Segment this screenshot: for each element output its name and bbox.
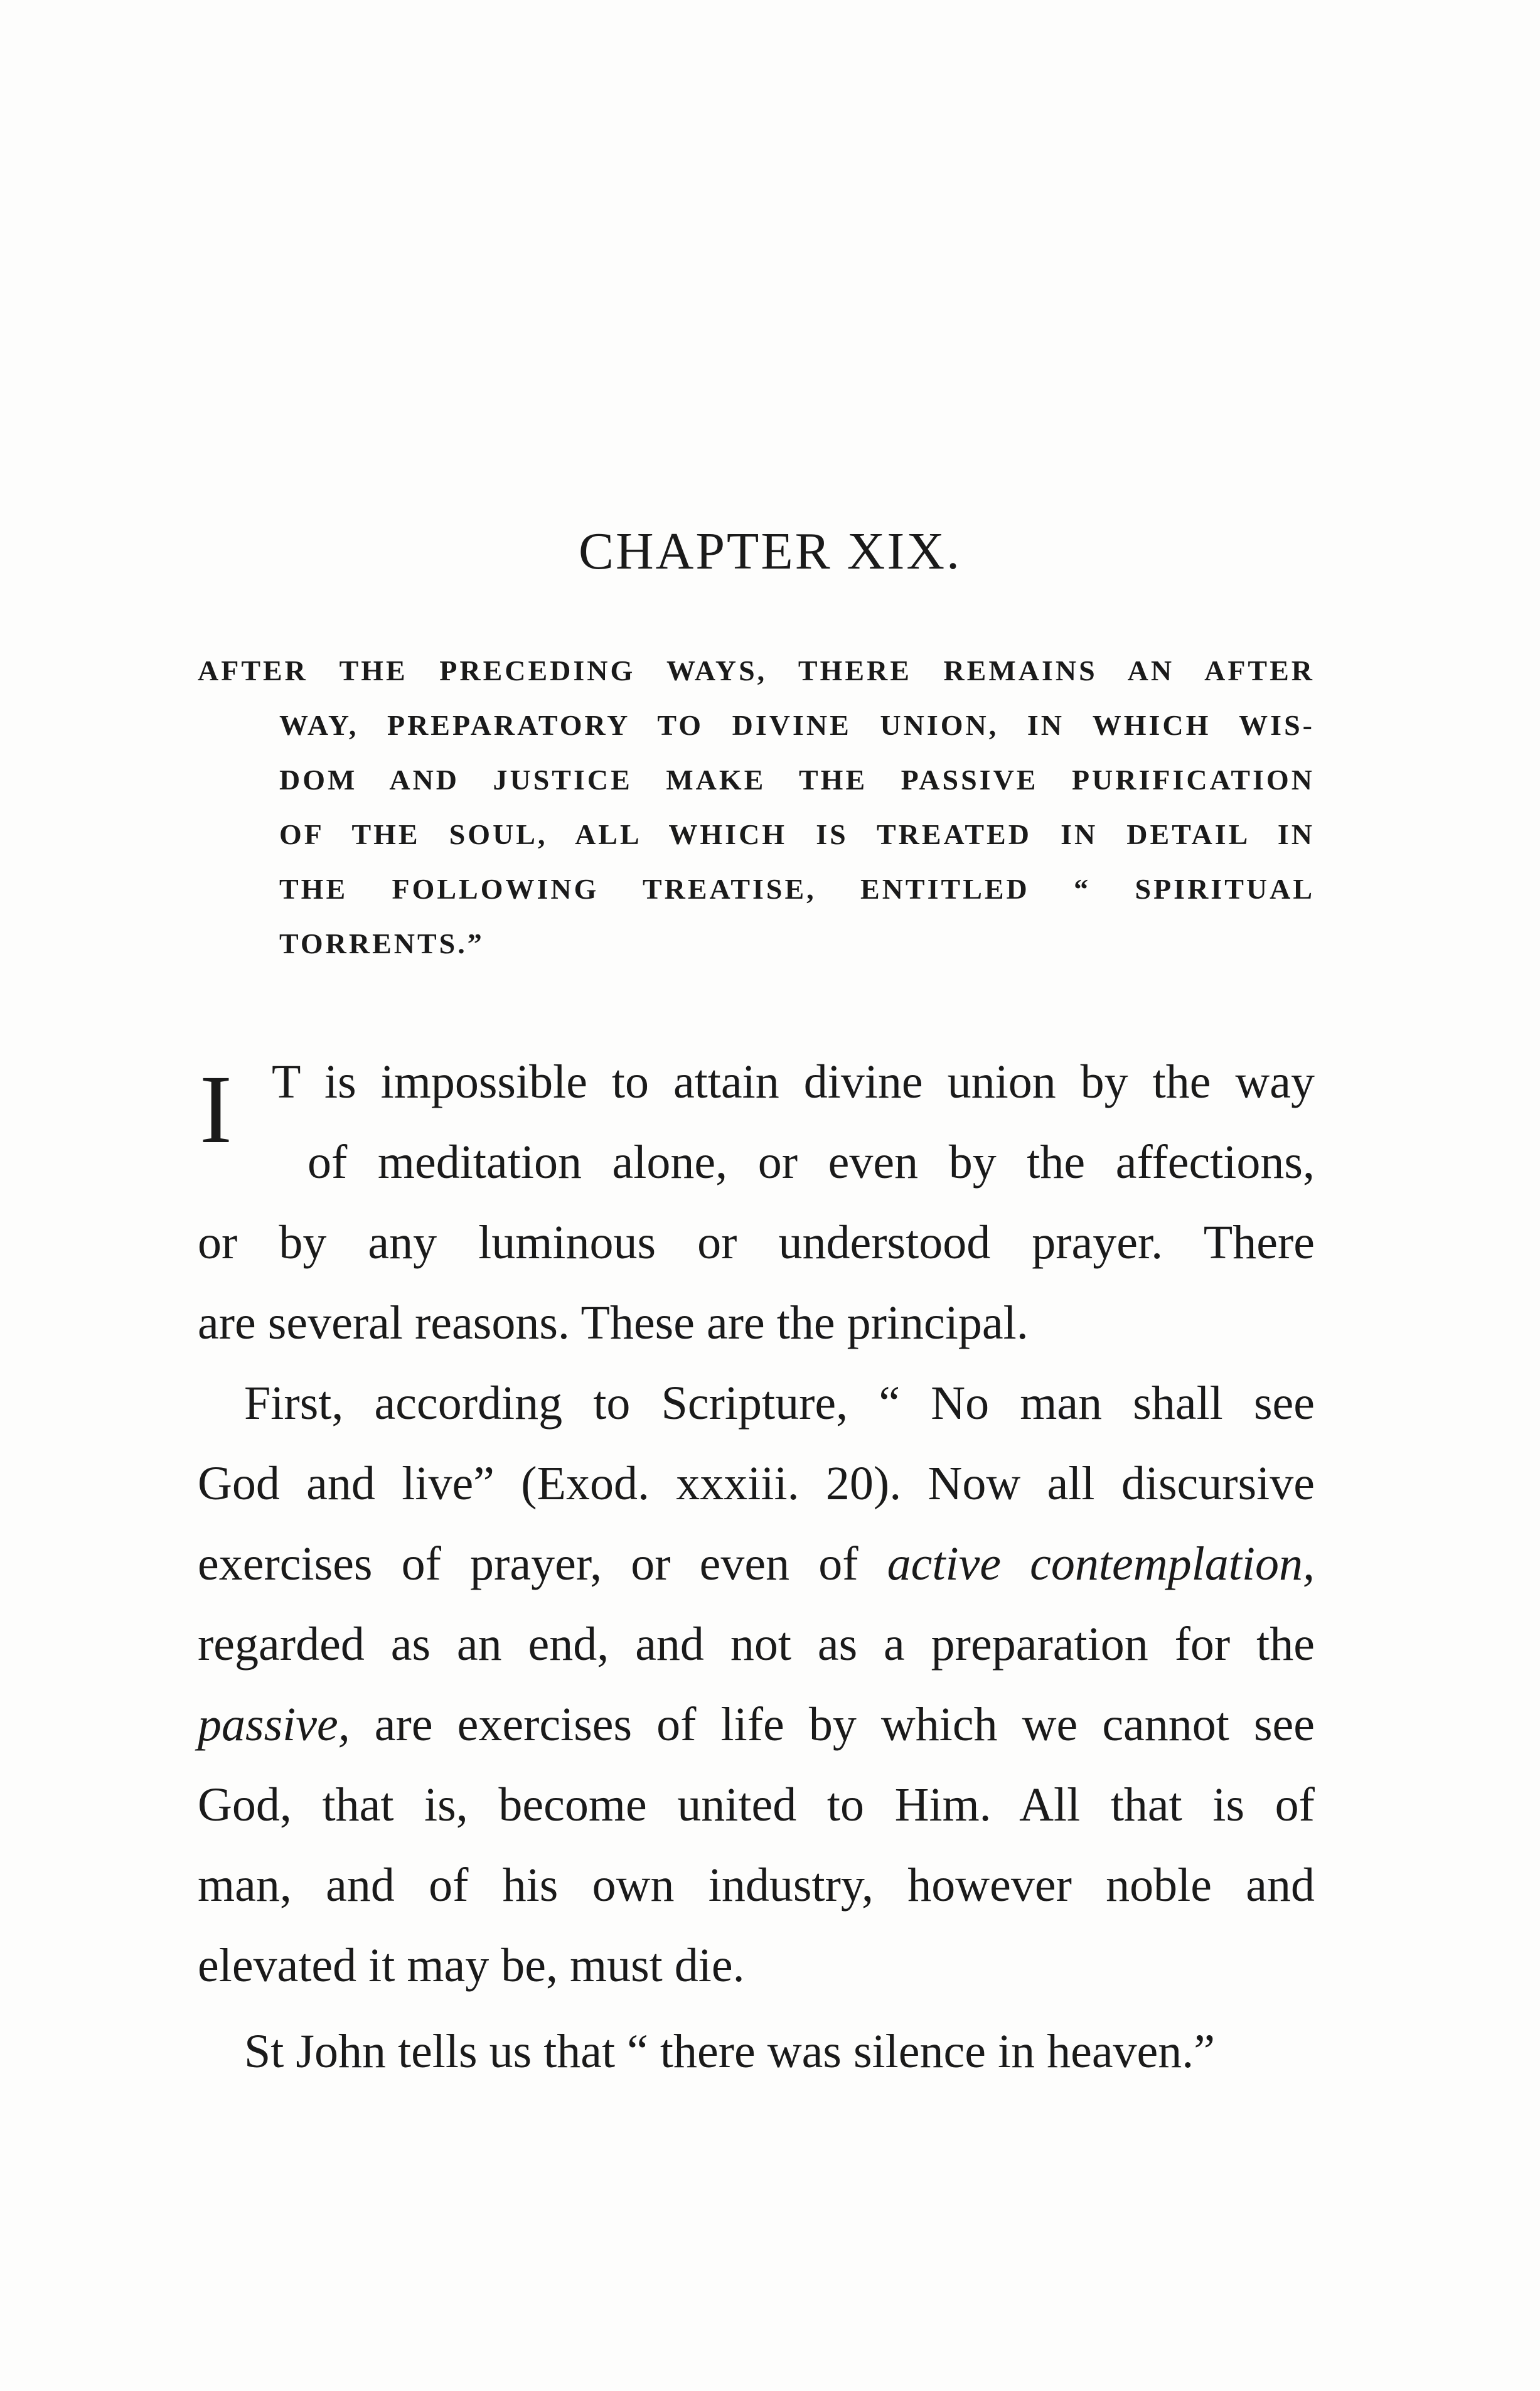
chapter-summary xyxy=(198,643,1315,971)
summary-line: OF THE SOUL, ALL WHICH IS TREATED IN DETAIL IN xyxy=(279,818,1315,850)
summary-line: WAY, PREPARATORY TO DIVINE UNION, IN WHICH WIS- xyxy=(279,709,1315,741)
text-line: man, and of his own industry, however noble and xyxy=(198,1859,1315,1912)
summary-line: TORRENTS.” xyxy=(279,928,484,960)
italic-phrase: active contemplation, xyxy=(887,1538,1315,1590)
paragraph-2 xyxy=(198,1363,1315,2006)
paragraph-1 xyxy=(198,1042,1315,1363)
text-line: First, according to Scripture, “ No man shall see xyxy=(244,1377,1315,1430)
text-line: God and live” (Exod. xxxiii. 20). Now all discursive xyxy=(198,1457,1315,1510)
chapter-title: CHAPTER XIX. xyxy=(578,522,961,580)
text-segment: exercises of prayer, or even of xyxy=(198,1538,887,1590)
text-line xyxy=(198,1524,1315,1604)
text-line: St John tells us that “ there was silence in heaven.” xyxy=(244,2025,1216,2078)
text-line: are several reasons. These are the principal. xyxy=(198,1297,1029,1349)
summary-line: THE FOLLOWING TREATISE, ENTITLED “ SPIRITUAL xyxy=(279,873,1315,905)
text-line: elevated it may be, must die. xyxy=(198,1939,745,1992)
text-segment: are exercises of life by which we cannot see xyxy=(350,1698,1315,1751)
paragraph-3 xyxy=(198,2011,1315,2092)
text-line: regarded as an end, and not as a preparation for the xyxy=(198,1618,1315,1671)
summary-line: DOM AND JUSTICE MAKE THE PASSIVE PURIFICATION xyxy=(279,764,1315,796)
text-line xyxy=(198,1684,1315,1765)
text-line: or by any luminous or understood prayer. There xyxy=(198,1216,1315,1269)
summary-line: AFTER THE PRECEDING WAYS, THERE REMAINS AN AFTER xyxy=(198,655,1315,687)
text-line: of meditation alone, or even by the affections, xyxy=(307,1136,1315,1189)
drop-cap: I xyxy=(200,1055,232,1163)
text-line: God, that is, become united to Him. All that is of xyxy=(198,1779,1315,1831)
italic-phrase: passive, xyxy=(198,1698,350,1751)
text-line: T is impossible to attain divine union by the way xyxy=(272,1056,1315,1108)
